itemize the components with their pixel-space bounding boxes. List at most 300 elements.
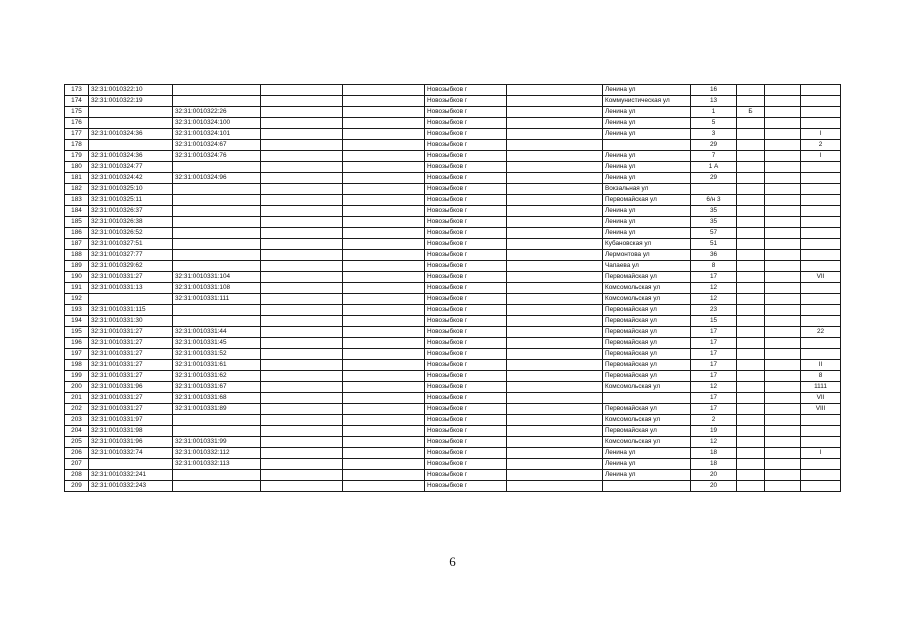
row-number-cell: 188 — [65, 250, 89, 261]
premises-number-cell — [801, 415, 841, 426]
empty-cell — [507, 107, 603, 118]
cadastral-number-cell: 32:31:0010325:10 — [89, 184, 173, 195]
empty-cell — [507, 151, 603, 162]
house-number-cell: 6/н 3 — [691, 195, 737, 206]
street-cell: Ленина ул — [603, 173, 691, 184]
empty-cell — [507, 415, 603, 426]
row-number-cell: 206 — [65, 448, 89, 459]
empty-cell — [261, 217, 343, 228]
cadastral-number-cell: 32:31:0010324:42 — [89, 173, 173, 184]
cadastral-number-cell: 32:31:0010331:96 — [89, 382, 173, 393]
empty-cell — [261, 470, 343, 481]
street-cell: Первомайская ул — [603, 195, 691, 206]
table-row — [65, 195, 841, 206]
empty-cell — [507, 85, 603, 96]
table-row — [65, 239, 841, 250]
empty-cell — [765, 107, 801, 118]
table-row — [65, 118, 841, 129]
empty-cell — [765, 426, 801, 437]
empty-cell — [343, 195, 425, 206]
row-number-cell: 185 — [65, 217, 89, 228]
row-number-cell: 196 — [65, 338, 89, 349]
premises-number-cell: II — [801, 360, 841, 371]
empty-cell — [261, 459, 343, 470]
empty-cell — [765, 470, 801, 481]
building-letter-cell — [737, 96, 765, 107]
empty-cell — [507, 129, 603, 140]
table-row — [65, 140, 841, 151]
empty-cell — [343, 448, 425, 459]
row-number-cell: 191 — [65, 283, 89, 294]
row-number-cell: 203 — [65, 415, 89, 426]
city-cell: Новозыбков г — [425, 272, 507, 283]
table-body — [65, 85, 841, 492]
premises-number-cell — [801, 294, 841, 305]
house-number-cell: 20 — [691, 481, 737, 492]
cadastral-number-cell: 32:31:0010331:27 — [89, 360, 173, 371]
building-letter-cell — [737, 151, 765, 162]
row-number-cell: 194 — [65, 316, 89, 327]
premises-number-cell: VII — [801, 272, 841, 283]
street-cell: Первомайская ул — [603, 338, 691, 349]
premises-number-cell: VIII — [801, 404, 841, 415]
house-number-cell: 17 — [691, 338, 737, 349]
table-row — [65, 85, 841, 96]
street-cell: Ленина ул — [603, 151, 691, 162]
empty-cell — [507, 96, 603, 107]
table-row — [65, 393, 841, 404]
building-letter-cell — [737, 261, 765, 272]
sub-cadastral-number-cell: 32:31:0010324:96 — [173, 173, 261, 184]
row-number-cell: 178 — [65, 140, 89, 151]
table-row — [65, 96, 841, 107]
empty-cell — [507, 382, 603, 393]
page-number: 6 — [449, 554, 456, 569]
premises-number-cell — [801, 228, 841, 239]
house-number-cell: 19 — [691, 426, 737, 437]
row-number-cell: 179 — [65, 151, 89, 162]
empty-cell — [343, 305, 425, 316]
empty-cell — [507, 184, 603, 195]
cadastral-number-cell — [89, 294, 173, 305]
empty-cell — [343, 206, 425, 217]
city-cell: Новозыбков г — [425, 85, 507, 96]
building-letter-cell — [737, 305, 765, 316]
empty-cell — [261, 140, 343, 151]
sub-cadastral-number-cell: 32:31:0010324:100 — [173, 118, 261, 129]
empty-cell — [765, 305, 801, 316]
sub-cadastral-number-cell: 32:31:0010331:89 — [173, 404, 261, 415]
table-row — [65, 206, 841, 217]
sub-cadastral-number-cell — [173, 85, 261, 96]
empty-cell — [343, 338, 425, 349]
street-cell: Комсомольская ул — [603, 283, 691, 294]
house-number-cell: 29 — [691, 173, 737, 184]
street-cell — [603, 393, 691, 404]
empty-cell — [765, 239, 801, 250]
table-row — [65, 470, 841, 481]
building-letter-cell — [737, 206, 765, 217]
cadastral-number-cell: 32:31:0010322:19 — [89, 96, 173, 107]
empty-cell — [507, 206, 603, 217]
city-cell: Новозыбков г — [425, 173, 507, 184]
premises-number-cell — [801, 118, 841, 129]
city-cell: Новозыбков г — [425, 261, 507, 272]
street-cell: Первомайская ул — [603, 404, 691, 415]
empty-cell — [765, 173, 801, 184]
house-number-cell: 35 — [691, 217, 737, 228]
empty-cell — [343, 140, 425, 151]
empty-cell — [507, 173, 603, 184]
city-cell: Новозыбков г — [425, 239, 507, 250]
premises-number-cell — [801, 96, 841, 107]
empty-cell — [343, 272, 425, 283]
empty-cell — [765, 250, 801, 261]
building-letter-cell — [737, 294, 765, 305]
empty-cell — [765, 272, 801, 283]
city-cell: Новозыбков г — [425, 107, 507, 118]
building-letter-cell — [737, 250, 765, 261]
cadastral-number-cell: 32:31:0010331:27 — [89, 349, 173, 360]
house-number-cell: 3 — [691, 129, 737, 140]
street-cell: Вокзальная ул — [603, 184, 691, 195]
table-row — [65, 228, 841, 239]
house-number-cell: 36 — [691, 250, 737, 261]
premises-number-cell — [801, 195, 841, 206]
city-cell: Новозыбков г — [425, 195, 507, 206]
table-row — [65, 173, 841, 184]
building-letter-cell — [737, 371, 765, 382]
city-cell: Новозыбков г — [425, 305, 507, 316]
empty-cell — [765, 382, 801, 393]
empty-cell — [261, 118, 343, 129]
cadastral-number-cell: 32:31:0010332:243 — [89, 481, 173, 492]
empty-cell — [343, 107, 425, 118]
empty-cell — [261, 437, 343, 448]
city-cell: Новозыбков г — [425, 140, 507, 151]
sub-cadastral-number-cell: 32:31:0010331:44 — [173, 327, 261, 338]
row-number-cell: 192 — [65, 294, 89, 305]
table-row — [65, 437, 841, 448]
premises-number-cell — [801, 426, 841, 437]
sub-cadastral-number-cell — [173, 195, 261, 206]
table-row — [65, 481, 841, 492]
house-number-cell: 12 — [691, 294, 737, 305]
table-row — [65, 151, 841, 162]
sub-cadastral-number-cell: 32:31:0010332:113 — [173, 459, 261, 470]
cadastral-number-cell — [89, 140, 173, 151]
empty-cell — [343, 294, 425, 305]
premises-number-cell — [801, 184, 841, 195]
empty-cell — [261, 162, 343, 173]
empty-cell — [343, 404, 425, 415]
empty-cell — [261, 228, 343, 239]
city-cell: Новозыбков г — [425, 283, 507, 294]
house-number-cell: 7 — [691, 151, 737, 162]
empty-cell — [343, 217, 425, 228]
sub-cadastral-number-cell: 32:31:0010332:112 — [173, 448, 261, 459]
building-letter-cell — [737, 338, 765, 349]
sub-cadastral-number-cell: 32:31:0010324:101 — [173, 129, 261, 140]
empty-cell — [261, 393, 343, 404]
empty-cell — [261, 239, 343, 250]
row-number-cell: 205 — [65, 437, 89, 448]
cadastral-number-cell — [89, 118, 173, 129]
empty-cell — [343, 85, 425, 96]
premises-number-cell — [801, 305, 841, 316]
cadastral-number-cell: 32:31:0010324:77 — [89, 162, 173, 173]
house-number-cell: 57 — [691, 228, 737, 239]
empty-cell — [343, 129, 425, 140]
row-number-cell: 181 — [65, 173, 89, 184]
premises-number-cell: I — [801, 151, 841, 162]
empty-cell — [507, 272, 603, 283]
house-number-cell: 51 — [691, 239, 737, 250]
empty-cell — [261, 96, 343, 107]
sub-cadastral-number-cell — [173, 228, 261, 239]
cadastral-number-cell: 32:31:0010327:77 — [89, 250, 173, 261]
empty-cell — [343, 151, 425, 162]
city-cell: Новозыбков г — [425, 393, 507, 404]
city-cell: Новозыбков г — [425, 228, 507, 239]
empty-cell — [765, 349, 801, 360]
street-cell: Первомайская ул — [603, 316, 691, 327]
street-cell: Комсомольская ул — [603, 437, 691, 448]
sub-cadastral-number-cell — [173, 261, 261, 272]
empty-cell — [261, 151, 343, 162]
sub-cadastral-number-cell — [173, 239, 261, 250]
table-row — [65, 349, 841, 360]
cadastral-number-cell: 32:31:0010331:27 — [89, 404, 173, 415]
sub-cadastral-number-cell: 32:31:0010331:67 — [173, 382, 261, 393]
street-cell: Кубановская ул — [603, 239, 691, 250]
empty-cell — [343, 382, 425, 393]
row-number-cell: 190 — [65, 272, 89, 283]
empty-cell — [507, 338, 603, 349]
street-cell: Ленина ул — [603, 217, 691, 228]
row-number-cell: 186 — [65, 228, 89, 239]
empty-cell — [765, 85, 801, 96]
street-cell: Первомайская ул — [603, 305, 691, 316]
empty-cell — [343, 228, 425, 239]
house-number-cell: 17 — [691, 272, 737, 283]
empty-cell — [261, 415, 343, 426]
street-cell: Ленина ул — [603, 459, 691, 470]
house-number-cell: 15 — [691, 316, 737, 327]
empty-cell — [765, 228, 801, 239]
table-row — [65, 184, 841, 195]
house-number-cell: 17 — [691, 393, 737, 404]
sub-cadastral-number-cell: 32:31:0010331:99 — [173, 437, 261, 448]
sub-cadastral-number-cell: 32:31:0010331:111 — [173, 294, 261, 305]
building-letter-cell — [737, 437, 765, 448]
building-letter-cell — [737, 162, 765, 173]
premises-number-cell — [801, 349, 841, 360]
empty-cell — [343, 250, 425, 261]
street-cell — [603, 481, 691, 492]
house-number-cell: 12 — [691, 382, 737, 393]
house-number-cell — [691, 184, 737, 195]
building-letter-cell — [737, 316, 765, 327]
premises-number-cell — [801, 217, 841, 228]
cadastral-number-cell: 32:31:0010331:13 — [89, 283, 173, 294]
empty-cell — [343, 173, 425, 184]
city-cell: Новозыбков г — [425, 338, 507, 349]
house-number-cell: 1 А — [691, 162, 737, 173]
city-cell: Новозыбков г — [425, 217, 507, 228]
cadastral-number-cell: 32:31:0010331:27 — [89, 338, 173, 349]
street-cell: Ленина ул — [603, 448, 691, 459]
premises-number-cell — [801, 481, 841, 492]
table-row — [65, 415, 841, 426]
sub-cadastral-number-cell — [173, 217, 261, 228]
cadastral-number-cell: 32:31:0010331:115 — [89, 305, 173, 316]
street-cell: Первомайская ул — [603, 371, 691, 382]
sub-cadastral-number-cell: 32:31:0010331:68 — [173, 393, 261, 404]
cadastral-number-cell: 32:31:0010331:27 — [89, 327, 173, 338]
row-number-cell: 197 — [65, 349, 89, 360]
empty-cell — [261, 85, 343, 96]
row-number-cell: 173 — [65, 85, 89, 96]
house-number-cell: 29 — [691, 140, 737, 151]
cadastral-number-cell: 32:31:0010332:74 — [89, 448, 173, 459]
premises-number-cell — [801, 206, 841, 217]
registry-table — [64, 84, 841, 492]
empty-cell — [343, 239, 425, 250]
building-letter-cell — [737, 140, 765, 151]
premises-number-cell — [801, 316, 841, 327]
building-letter-cell — [737, 360, 765, 371]
sub-cadastral-number-cell: 32:31:0010324:67 — [173, 140, 261, 151]
empty-cell — [343, 426, 425, 437]
city-cell: Новозыбков г — [425, 481, 507, 492]
table-row — [65, 305, 841, 316]
house-number-cell: 13 — [691, 96, 737, 107]
house-number-cell: 20 — [691, 470, 737, 481]
empty-cell — [261, 448, 343, 459]
empty-cell — [507, 448, 603, 459]
empty-cell — [765, 217, 801, 228]
empty-cell — [261, 360, 343, 371]
empty-cell — [343, 162, 425, 173]
table-row — [65, 283, 841, 294]
sub-cadastral-number-cell: 32:31:0010331:61 — [173, 360, 261, 371]
house-number-cell: 12 — [691, 437, 737, 448]
sub-cadastral-number-cell: 32:31:0010331:62 — [173, 371, 261, 382]
building-letter-cell — [737, 173, 765, 184]
building-letter-cell — [737, 393, 765, 404]
empty-cell — [261, 294, 343, 305]
empty-cell — [507, 217, 603, 228]
empty-cell — [507, 250, 603, 261]
table-row — [65, 327, 841, 338]
empty-cell — [261, 283, 343, 294]
building-letter-cell — [737, 426, 765, 437]
empty-cell — [765, 261, 801, 272]
table-row — [65, 250, 841, 261]
premises-number-cell: I — [801, 448, 841, 459]
empty-cell — [261, 184, 343, 195]
empty-cell — [261, 338, 343, 349]
empty-cell — [261, 206, 343, 217]
street-cell: Ленина ул — [603, 228, 691, 239]
street-cell: Первомайская ул — [603, 327, 691, 338]
empty-cell — [507, 349, 603, 360]
premises-number-cell: I — [801, 129, 841, 140]
empty-cell — [507, 393, 603, 404]
row-number-cell: 199 — [65, 371, 89, 382]
premises-number-cell: 8 — [801, 371, 841, 382]
building-letter-cell — [737, 404, 765, 415]
house-number-cell: 17 — [691, 404, 737, 415]
premises-number-cell: VII — [801, 393, 841, 404]
empty-cell — [507, 294, 603, 305]
empty-cell — [765, 283, 801, 294]
empty-cell — [261, 349, 343, 360]
city-cell: Новозыбков г — [425, 184, 507, 195]
building-letter-cell — [737, 85, 765, 96]
cadastral-number-cell: 32:31:0010331:27 — [89, 272, 173, 283]
empty-cell — [507, 283, 603, 294]
empty-cell — [765, 481, 801, 492]
empty-cell — [507, 360, 603, 371]
sub-cadastral-number-cell — [173, 481, 261, 492]
premises-number-cell — [801, 283, 841, 294]
table-row — [65, 459, 841, 470]
cadastral-number-cell: 32:31:0010331:98 — [89, 426, 173, 437]
table-row — [65, 129, 841, 140]
empty-cell — [507, 162, 603, 173]
empty-cell — [765, 140, 801, 151]
city-cell: Новозыбков г — [425, 448, 507, 459]
city-cell: Новозыбков г — [425, 470, 507, 481]
premises-number-cell — [801, 107, 841, 118]
table-row — [65, 404, 841, 415]
empty-cell — [765, 338, 801, 349]
building-letter-cell — [737, 382, 765, 393]
table-row — [65, 338, 841, 349]
empty-cell — [765, 459, 801, 470]
row-number-cell: 200 — [65, 382, 89, 393]
premises-number-cell: 22 — [801, 327, 841, 338]
street-cell: Чапаева ул — [603, 261, 691, 272]
building-letter-cell — [737, 470, 765, 481]
city-cell: Новозыбков г — [425, 360, 507, 371]
house-number-cell: 18 — [691, 448, 737, 459]
empty-cell — [507, 239, 603, 250]
sub-cadastral-number-cell: 32:31:0010322:26 — [173, 107, 261, 118]
cadastral-number-cell: 32:31:0010324:36 — [89, 129, 173, 140]
table-row — [65, 162, 841, 173]
building-letter-cell — [737, 415, 765, 426]
empty-cell — [765, 151, 801, 162]
row-number-cell: 202 — [65, 404, 89, 415]
empty-cell — [765, 404, 801, 415]
city-cell: Новозыбков г — [425, 382, 507, 393]
house-number-cell: 12 — [691, 283, 737, 294]
empty-cell — [507, 140, 603, 151]
empty-cell — [343, 349, 425, 360]
empty-cell — [765, 184, 801, 195]
empty-cell — [765, 129, 801, 140]
sub-cadastral-number-cell: 32:31:0010331:104 — [173, 272, 261, 283]
table-row — [65, 448, 841, 459]
empty-cell — [261, 404, 343, 415]
house-number-cell: 17 — [691, 327, 737, 338]
building-letter-cell — [737, 217, 765, 228]
sub-cadastral-number-cell — [173, 415, 261, 426]
street-cell: Комсомольская ул — [603, 382, 691, 393]
